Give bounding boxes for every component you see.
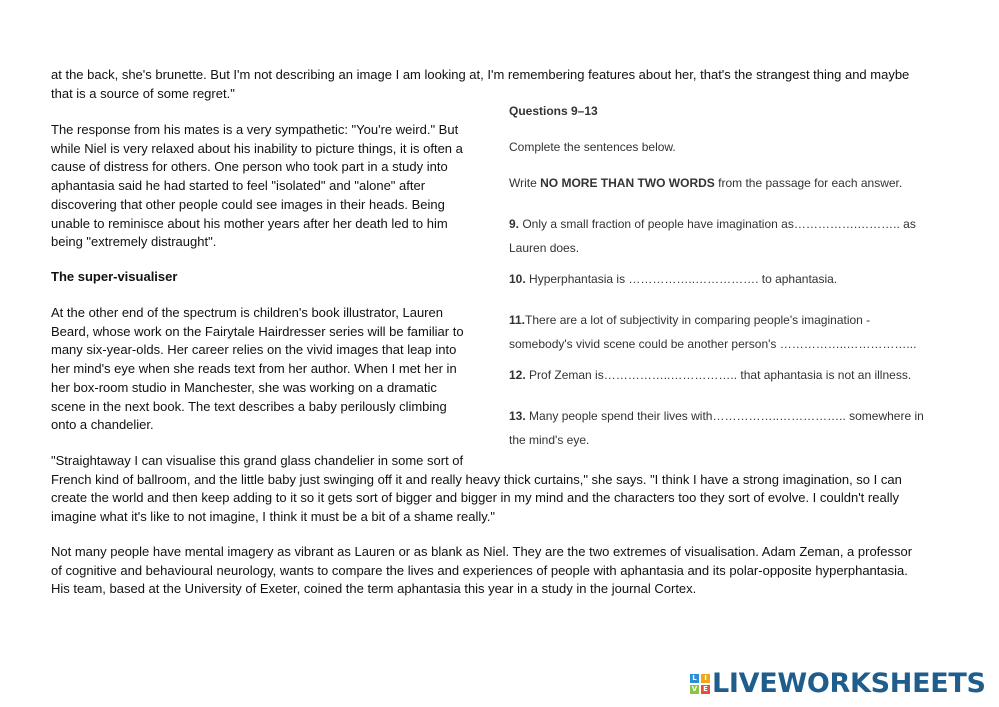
passage-paragraph-3 — [51, 304, 464, 435]
passage-line: "Straightaway I can visualise this grand glass chandelier in some sort of — [51, 453, 464, 468]
passage-line: many six-year-olds. Her career relies on the vivid images that leap into — [51, 342, 457, 358]
logo-letter-tile: V — [691, 685, 698, 693]
passage-line: at the back, she's brunette. But I'm not describing an image I am looking at, I'm remembering features about her, that's the strangest thing and maybe — [51, 67, 910, 82]
passage-line: French kind of ballroom, and the little baby just swinging off it and really heavy thick curtains," she says. "I think I have a strong imagination, so I can — [51, 471, 902, 487]
passage-line: imagine what it's like to not imagine, I think it must be a bit of a shame really." — [51, 509, 496, 525]
logo-letter-tile: E — [701, 685, 710, 694]
passage-line: create the world and then keep adding to it so it gets sort of bigger and bigger in my mind and the characters too they sort of evolve. I couldn't really — [51, 490, 899, 506]
passage-line: unable to reminisce about his mother years after her death led to him — [51, 215, 448, 231]
questions-title: Questions 9–13 — [509, 104, 598, 118]
question-12: 12. Prof Zeman is……………..…………….. that aphantasia is not an illness. — [509, 368, 912, 382]
passage-paragraph-2 — [51, 121, 463, 252]
question-11: 11.There are a lot of subjectivity in comparing people's imagination - somebody's vivid scene could be another person's ……………..……………... — [509, 313, 917, 351]
passage-line: aphantasia said he had started to feel "isolated" and "alone" after — [51, 178, 426, 194]
passage-paragraph-5 — [51, 543, 912, 599]
passage-line: Not many people have mental imagery as vibrant as Lauren or as blank as Niel. They are the two extremes of visualisation. Adam Zeman, a professor — [51, 544, 913, 559]
passage-line: while Niel is very relaxed about his inability to picture things, it is often a — [51, 140, 463, 156]
passage-line: scene in the next book. The text describes a baby perilously climbing — [51, 398, 447, 414]
passage-line: that is a source of some regret." — [51, 85, 235, 101]
logo-letter-tile: I — [701, 674, 710, 683]
passage-line: her mind's eye when she reads text from her author. When I met her in — [51, 361, 457, 377]
passage-line: cause of distress for others. One person who took part in a study into — [51, 159, 448, 175]
passage-line: onto a chandelier. — [51, 417, 154, 433]
liveworksheets-logo — [690, 668, 986, 700]
passage-line: Beard, whose work on the Fairytale Hairdresser series will be familiar to — [51, 323, 464, 339]
passage-line: The response from his mates is a very sympathetic: "You're weird." But — [51, 122, 459, 137]
passage-line: His team, based at the University of Exeter, coined the term aphantasia this year in a study in the journal Cortex. — [51, 581, 697, 597]
section-heading: The super-visualiser — [51, 269, 178, 284]
question-10: 10. Hyperphantasia is ……………..……………. to aphantasia. — [509, 272, 838, 286]
passage-paragraph-1 — [51, 66, 909, 103]
liveworksheets-logo-icon — [690, 674, 710, 694]
questions-rule: Write NO MORE THAN TWO WORDS from the passage for each answer. — [509, 176, 903, 190]
question-9: 9. Only a small fraction of people have imagination as…………….……….. as Lauren does. — [509, 217, 916, 255]
passage-line: being "extremely distraught". — [51, 234, 217, 250]
passage-paragraph-4 — [51, 452, 902, 527]
passage-line: At the other end of the spectrum is children's book illustrator, Lauren — [51, 305, 443, 320]
passage-line: discovering that other people could see images in their heads. Being — [51, 196, 445, 212]
passage-line: her box-room studio in Manchester, she was working on a dramatic — [51, 379, 437, 395]
question-13: 13. Many people spend their lives with……………..…………….. somewhere in the mind's eye. — [509, 409, 924, 447]
questions-instruction: Complete the sentences below. — [509, 140, 676, 154]
logo-letter-tile: L — [690, 674, 699, 683]
logo-wordmark: LIVEWORKSHEETS — [712, 668, 986, 699]
passage-line: of cognitive and behavioural neurology, wants to compare the lives and experiences of people with aphantasia and its polar-opposite hyperphantasia. — [51, 562, 908, 578]
